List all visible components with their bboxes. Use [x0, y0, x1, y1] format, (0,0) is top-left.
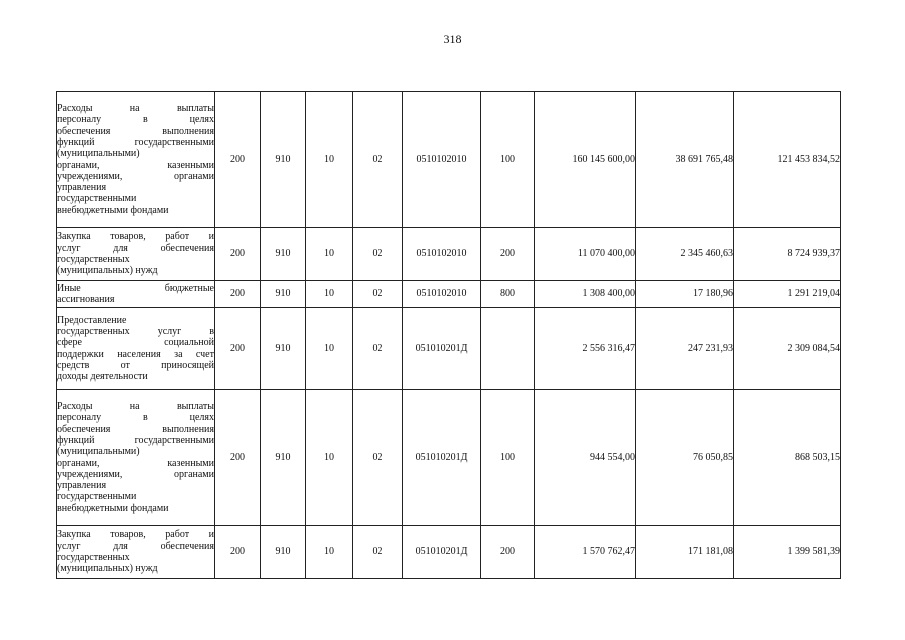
cell-vr: 100	[481, 92, 535, 228]
cell-description	[57, 281, 215, 308]
cell-csr: 0510102010	[403, 92, 481, 228]
cell-csr: 0510102010	[403, 281, 481, 308]
cell-rest: 2 309 084,54	[734, 308, 841, 390]
cell-ved: 910	[261, 526, 306, 579]
table-row	[57, 92, 841, 228]
cell-plan: 11 070 400,00	[535, 228, 636, 281]
cell-done: 2 345 460,63	[636, 228, 734, 281]
description-line: государственных услуг в	[57, 325, 214, 337]
cell-ved: 910	[261, 308, 306, 390]
cell-vr: 200	[481, 526, 535, 579]
description-line: Предоставление	[57, 314, 127, 326]
cell-rz: 10	[306, 526, 353, 579]
cell-vr: 800	[481, 281, 535, 308]
cell-rz: 10	[306, 281, 353, 308]
cell-description	[57, 390, 215, 526]
description-line: учреждениями, органами	[57, 468, 214, 480]
description-line: (муниципальных) нужд	[57, 265, 158, 277]
table-row	[57, 281, 841, 308]
cell-grbs: 200	[215, 526, 261, 579]
description-line: государственными	[57, 193, 137, 205]
cell-rest: 1 291 219,04	[734, 281, 841, 308]
cell-pr: 02	[353, 390, 403, 526]
cell-plan: 944 554,00	[535, 390, 636, 526]
description-line: услуг для обеспечения	[57, 242, 214, 254]
cell-grbs: 200	[215, 92, 261, 228]
description-line: персоналу в целях	[57, 412, 214, 424]
description-line: государственными	[57, 491, 137, 503]
description-line: внебюджетными фондами	[57, 502, 169, 514]
description-line: Расходы на выплаты	[57, 401, 214, 413]
cell-pr: 02	[353, 92, 403, 228]
description-line: (муниципальными)	[57, 446, 140, 458]
description-line: органами, казенными	[57, 457, 214, 469]
cell-done: 76 050,85	[636, 390, 734, 526]
description-line: персоналу в целях	[57, 114, 214, 126]
cell-ved: 910	[261, 92, 306, 228]
cell-description	[57, 228, 215, 281]
cell-grbs: 200	[215, 281, 261, 308]
cell-pr: 02	[353, 308, 403, 390]
table-row	[57, 390, 841, 526]
description-line: управления	[57, 182, 107, 194]
description-line: государственных	[57, 552, 130, 563]
cell-done: 17 180,96	[636, 281, 734, 308]
cell-vr: 200	[481, 228, 535, 281]
description-line: средств от приносящей	[57, 359, 214, 371]
cell-pr: 02	[353, 281, 403, 308]
cell-description	[57, 308, 215, 390]
cell-plan: 160 145 600,00	[535, 92, 636, 228]
cell-csr: 051010201Д	[403, 526, 481, 579]
cell-ved: 910	[261, 390, 306, 526]
cell-done: 171 181,08	[636, 526, 734, 579]
description-line: услуг для обеспечения	[57, 540, 214, 552]
description-line: государственных	[57, 254, 130, 265]
description-line: управления	[57, 480, 107, 492]
description-line: (муниципальными)	[57, 148, 140, 160]
cell-grbs: 200	[215, 228, 261, 281]
cell-ved: 910	[261, 228, 306, 281]
cell-csr: 051010201Д	[403, 390, 481, 526]
cell-rest: 8 724 939,37	[734, 228, 841, 281]
description-line: учреждениями, органами	[57, 170, 214, 182]
cell-ved: 910	[261, 281, 306, 308]
description-line: Иные бюджетные	[57, 282, 214, 294]
cell-grbs: 200	[215, 308, 261, 390]
cell-rest: 121 453 834,52	[734, 92, 841, 228]
cell-description	[57, 526, 215, 579]
table-row	[57, 228, 841, 281]
cell-rz: 10	[306, 390, 353, 526]
description-line: (муниципальных) нужд	[57, 563, 158, 575]
cell-vr	[481, 308, 535, 390]
cell-plan: 2 556 316,47	[535, 308, 636, 390]
budget-table	[56, 91, 841, 579]
table-row	[57, 526, 841, 579]
cell-description	[57, 92, 215, 228]
description-line: функций государственными	[57, 136, 214, 148]
page-number: 318	[443, 32, 462, 46]
description-line: Закупка товаров, работ и	[57, 529, 214, 541]
cell-done: 247 231,93	[636, 308, 734, 390]
cell-pr: 02	[353, 228, 403, 281]
cell-csr: 051010201Д	[403, 308, 481, 390]
description-line: органами, казенными	[57, 159, 214, 171]
cell-rz: 10	[306, 228, 353, 281]
description-line: Расходы на выплаты	[57, 103, 214, 115]
cell-plan: 1 308 400,00	[535, 281, 636, 308]
description-line: ассигнования	[57, 294, 115, 305]
description-line: функций государственными	[57, 434, 214, 446]
cell-rest: 868 503,15	[734, 390, 841, 526]
cell-rz: 10	[306, 308, 353, 390]
cell-rz: 10	[306, 92, 353, 228]
cell-rest: 1 399 581,39	[734, 526, 841, 579]
description-line: доходы деятельности	[57, 371, 148, 383]
table-row	[57, 308, 841, 390]
cell-done: 38 691 765,48	[636, 92, 734, 228]
description-line: обеспечения выполнения	[57, 423, 214, 435]
description-line: поддержки населения за счет	[57, 348, 214, 360]
cell-pr: 02	[353, 526, 403, 579]
description-line: внебюджетными фондами	[57, 204, 169, 216]
cell-grbs: 200	[215, 390, 261, 526]
cell-plan: 1 570 762,47	[535, 526, 636, 579]
cell-csr: 0510102010	[403, 228, 481, 281]
description-line: обеспечения выполнения	[57, 125, 214, 137]
description-line: Закупка товаров, работ и	[57, 231, 214, 243]
cell-vr: 100	[481, 390, 535, 526]
table-body	[57, 92, 841, 579]
description-line: сфере социальной	[57, 337, 214, 349]
